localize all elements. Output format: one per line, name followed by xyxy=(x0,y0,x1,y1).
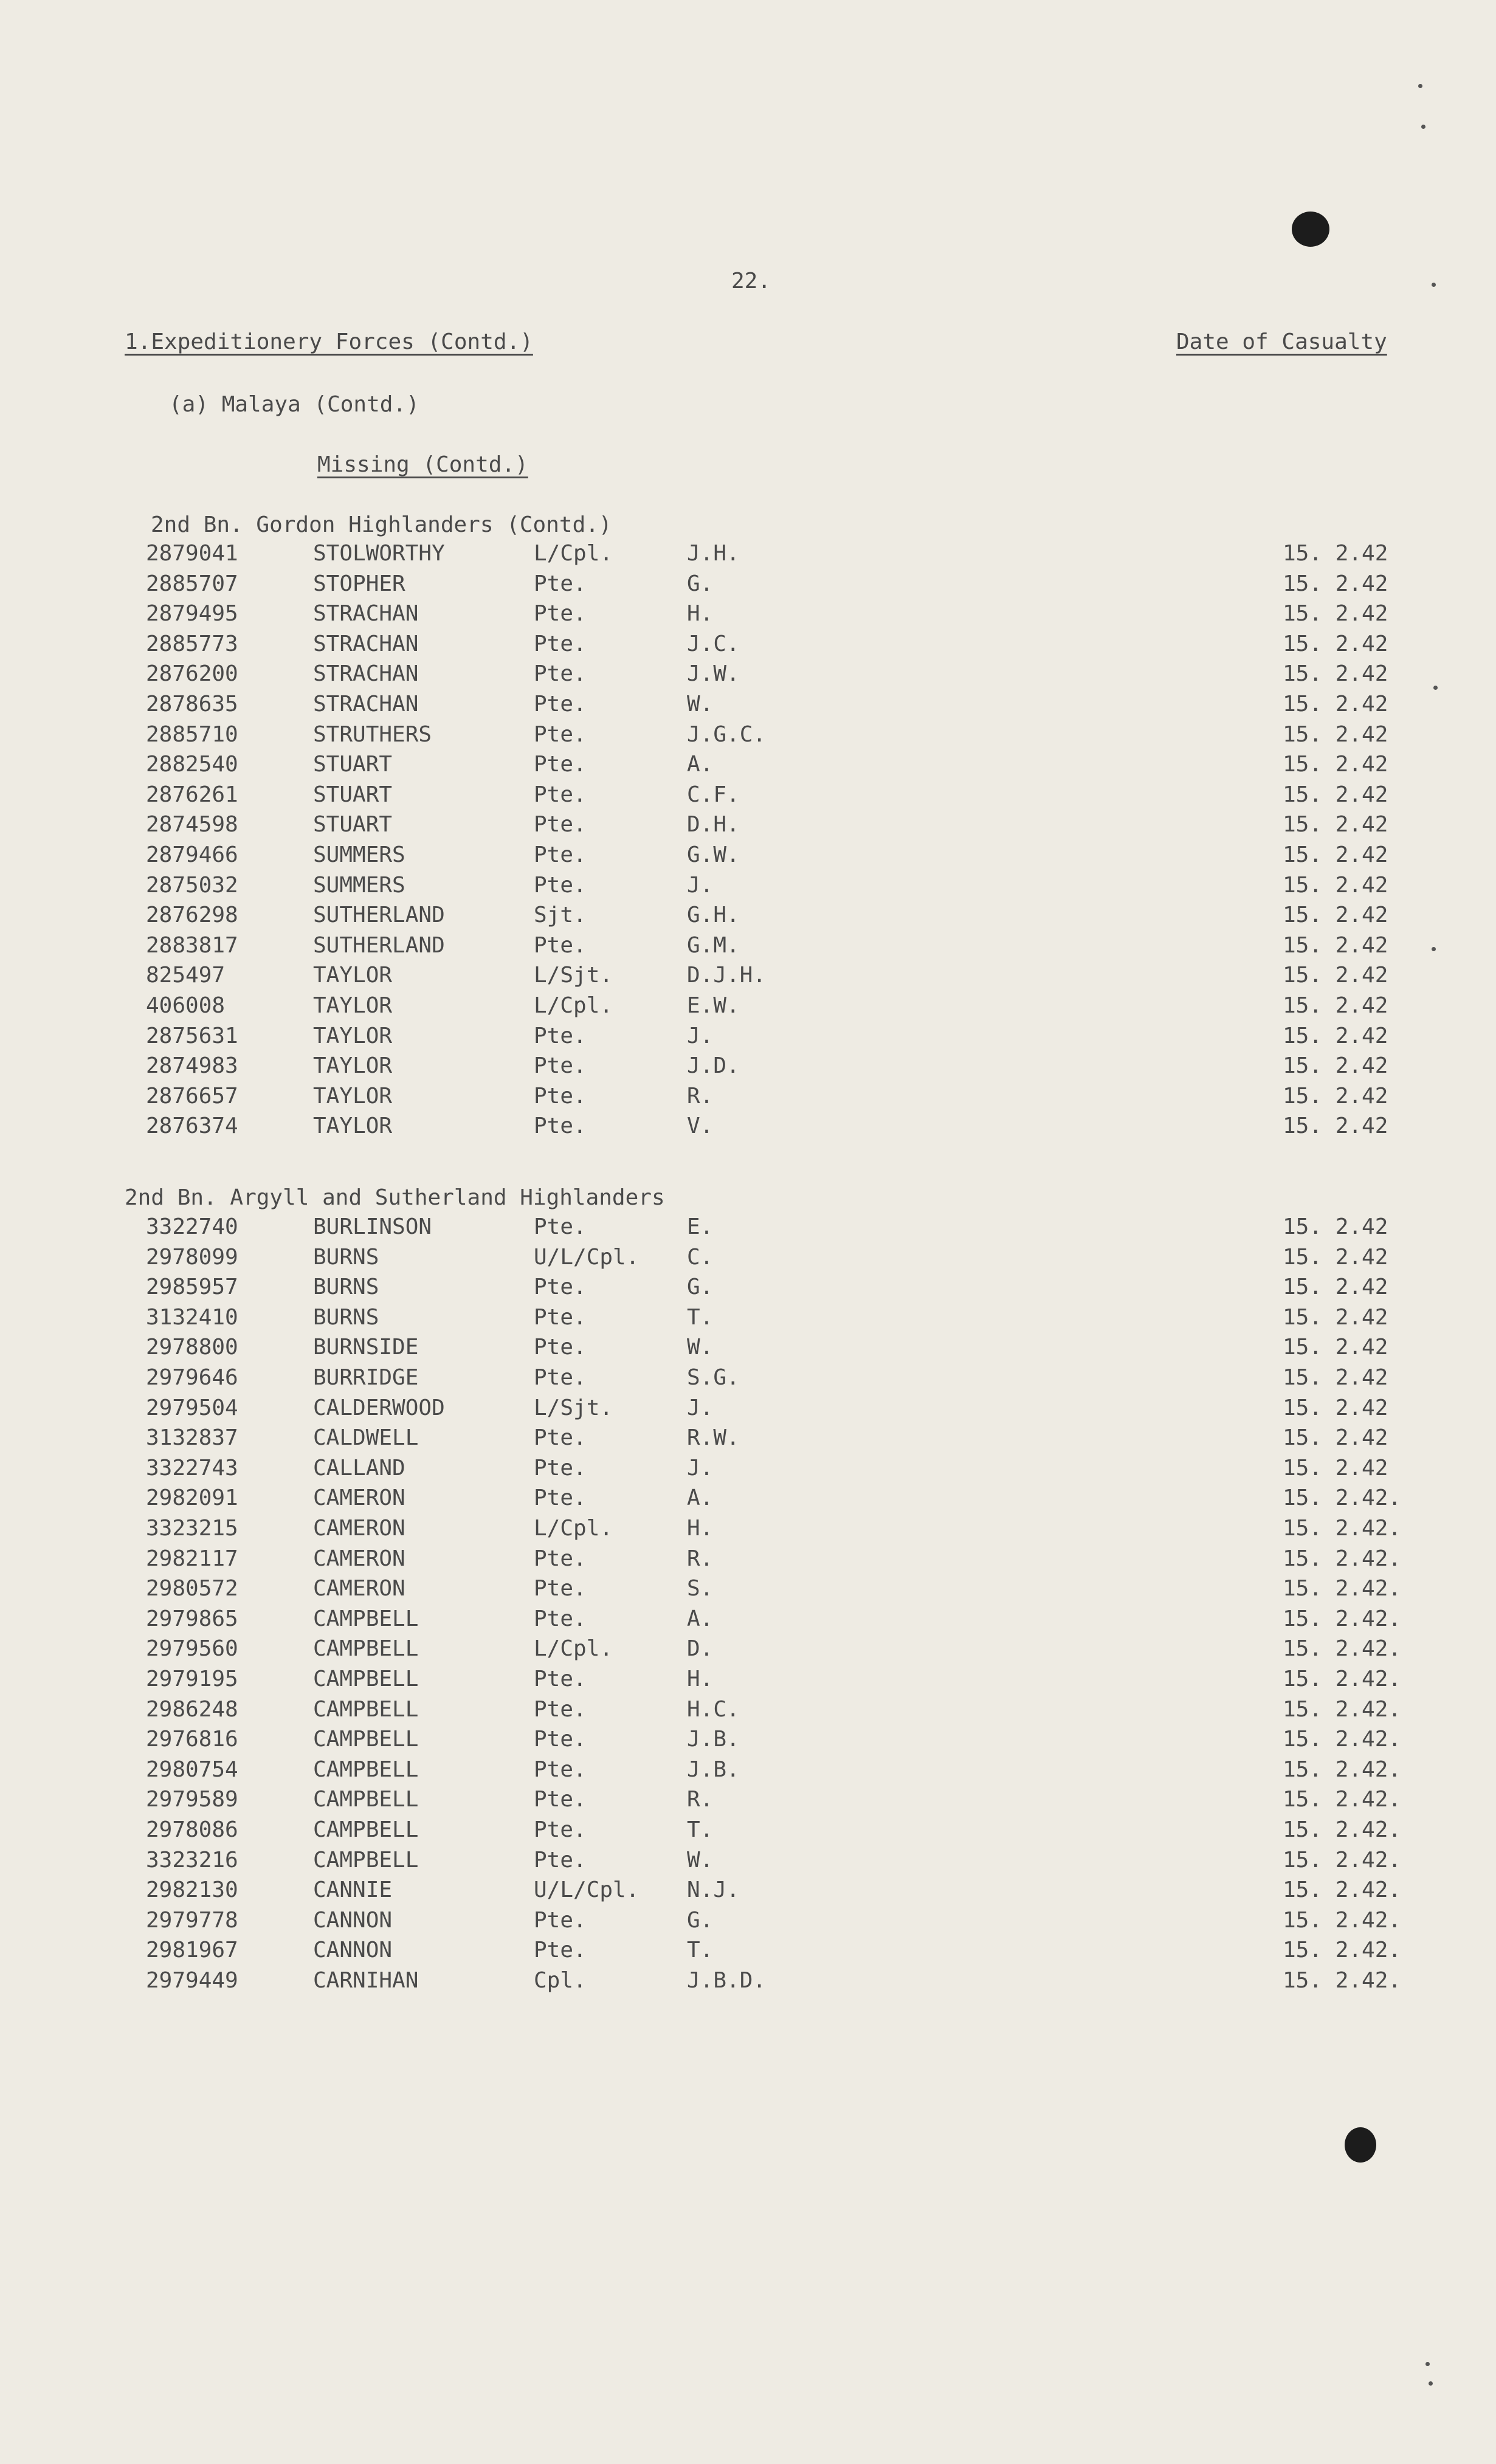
casualty-date: 15. 2.42 xyxy=(1283,932,1388,958)
rank: Pte. xyxy=(534,1938,587,1963)
surname: CAMERON xyxy=(313,1485,405,1511)
initials: H.C. xyxy=(687,1696,740,1722)
service-number: 2979865 xyxy=(146,1606,238,1631)
initials: R. xyxy=(687,1546,714,1571)
casualty-row xyxy=(0,1608,1496,1639)
service-number: 2978099 xyxy=(146,1244,238,1270)
rank: Pte. xyxy=(534,721,587,747)
rank: Pte. xyxy=(534,1304,587,1330)
rank: Pte. xyxy=(534,872,587,898)
initials: G.W. xyxy=(687,842,740,867)
casualty-date: 15. 2.42 xyxy=(1283,1244,1388,1270)
margin-dot xyxy=(1429,2381,1433,2386)
service-number: 2982117 xyxy=(146,1546,238,1571)
casualty-row xyxy=(0,1115,1496,1146)
initials: W. xyxy=(687,692,714,717)
initials: J.W. xyxy=(687,661,740,687)
rank: Pte. xyxy=(534,1275,587,1300)
initials: H. xyxy=(687,1667,714,1691)
casualty-date: 15. 2.42 xyxy=(1283,1214,1388,1239)
casualty-date: 15. 2.42. xyxy=(1283,1938,1402,1963)
rank: L/Cpl. xyxy=(534,1516,613,1541)
casualty-row xyxy=(0,1025,1496,1056)
margin-dot xyxy=(1432,283,1436,287)
casualty-date: 15. 2.42. xyxy=(1283,1516,1402,1541)
page-number: 22. xyxy=(731,269,771,294)
casualty-row xyxy=(0,784,1496,814)
rank: Pte. xyxy=(534,752,587,777)
service-number: 2982091 xyxy=(146,1485,238,1511)
service-number: 2980754 xyxy=(146,1757,238,1782)
rank: Pte. xyxy=(534,1757,587,1782)
casualty-row xyxy=(0,1578,1496,1608)
service-number: 2883817 xyxy=(146,932,238,958)
casualty-row xyxy=(0,1397,1496,1428)
casualty-date: 15. 2.42 xyxy=(1283,1365,1388,1390)
surname: CAMPBELL xyxy=(313,1636,419,1662)
casualty-row xyxy=(0,965,1496,995)
casualty-row xyxy=(0,1819,1496,1850)
service-number: 3132837 xyxy=(146,1425,238,1451)
casualty-date: 15. 2.42 xyxy=(1283,1113,1388,1139)
service-number: 2979504 xyxy=(146,1395,238,1420)
surname: SUMMERS xyxy=(313,872,405,898)
casualty-row xyxy=(0,872,1496,905)
surname: STOLWORTHY xyxy=(313,541,445,566)
casualty-date: 15. 2.42. xyxy=(1283,1485,1402,1511)
rank: U/L/Cpl. xyxy=(534,1877,639,1903)
surname: CANNON xyxy=(313,1907,393,1933)
rank: Pte. xyxy=(534,1053,587,1079)
rank: Pte. xyxy=(534,1546,587,1571)
surname: CANNON xyxy=(313,1938,393,1963)
section-heading: 1.Expeditionery Forces (Contd.) xyxy=(125,329,533,354)
date-column-heading: Date of Casualty xyxy=(1176,329,1387,354)
initials: J. xyxy=(687,1455,714,1481)
initials: V. xyxy=(687,1113,714,1139)
service-number: 3322743 xyxy=(146,1455,238,1481)
initials: S. xyxy=(687,1576,714,1602)
initials: R. xyxy=(687,1787,714,1812)
rank: Pte. xyxy=(534,932,587,958)
rank: Pte. xyxy=(534,1023,587,1048)
casualty-date: 15. 2.42 xyxy=(1283,1425,1388,1451)
service-number: 2882540 xyxy=(146,752,238,777)
casualty-date: 15. 2.42. xyxy=(1283,1696,1402,1722)
initials: R.W. xyxy=(687,1425,740,1451)
service-number: 2876374 xyxy=(146,1113,238,1139)
surname: TAYLOR xyxy=(313,1023,393,1048)
initials: J.C. xyxy=(687,631,740,656)
service-number: 2885773 xyxy=(146,631,238,656)
service-number: 2979560 xyxy=(146,1636,238,1662)
surname: STRACHAN xyxy=(313,631,419,656)
casualty-date: 15. 2.42 xyxy=(1283,1304,1388,1330)
initials: J.B.D. xyxy=(687,1968,767,1993)
casualty-row xyxy=(0,1276,1496,1307)
casualty-date: 15. 2.42 xyxy=(1283,1083,1388,1109)
rank: Pte. xyxy=(534,1667,587,1691)
rank: Pte. xyxy=(534,1817,587,1842)
casualty-row xyxy=(0,1789,1496,1819)
casualty-date: 15. 2.42 xyxy=(1283,1395,1388,1420)
unit-title: 2nd Bn. Gordon Highlanders (Contd.) xyxy=(151,512,612,537)
rank: L/Cpl. xyxy=(534,1636,613,1662)
rank: Pte. xyxy=(534,1113,587,1139)
surname: TAYLOR xyxy=(313,993,393,1018)
casualty-row xyxy=(0,904,1496,935)
initials: R. xyxy=(687,1083,714,1109)
service-number: 2985957 xyxy=(146,1275,238,1300)
rank: L/Cpl. xyxy=(534,541,613,566)
service-number: 2979195 xyxy=(146,1667,238,1691)
casualty-date: 15. 2.42 xyxy=(1283,963,1388,988)
service-number: 2885707 xyxy=(146,571,238,596)
surname: CAMPBELL xyxy=(313,1667,419,1691)
service-number: 2876657 xyxy=(146,1083,238,1109)
service-number: 3322740 xyxy=(146,1214,238,1239)
casualty-row xyxy=(0,573,1496,604)
rank: Pte. xyxy=(534,1907,587,1933)
casualty-date: 15. 2.42 xyxy=(1283,782,1388,807)
service-number: 2874983 xyxy=(146,1053,238,1079)
service-number: 2885710 xyxy=(146,721,238,747)
initials: J.D. xyxy=(687,1053,740,1079)
rank: Pte. xyxy=(534,661,587,687)
service-number: 2875631 xyxy=(146,1023,238,1048)
casualty-date: 15. 2.42. xyxy=(1283,1576,1402,1602)
surname: STOPHER xyxy=(313,571,405,596)
surname: STUART xyxy=(313,782,393,807)
surname: BURNSIDE xyxy=(313,1335,419,1360)
casualty-row xyxy=(0,844,1496,875)
initials: H. xyxy=(687,1516,714,1541)
casualty-date: 15. 2.42 xyxy=(1283,812,1388,838)
casualty-row xyxy=(0,1939,1496,1970)
casualty-date: 15. 2.42. xyxy=(1283,1636,1402,1662)
service-number: 2979778 xyxy=(146,1907,238,1933)
surname: BURNS xyxy=(313,1275,379,1300)
casualty-date: 15. 2.42. xyxy=(1283,1757,1402,1782)
casualty-row xyxy=(0,1696,1496,1729)
casualty-row xyxy=(0,1055,1496,1086)
service-number: 2879495 xyxy=(146,601,238,627)
service-number: 2979646 xyxy=(146,1365,238,1390)
service-number: 2876200 xyxy=(146,661,238,687)
casualty-row xyxy=(0,1970,1496,2000)
service-number: 2982130 xyxy=(146,1877,238,1903)
casualty-row xyxy=(0,1638,1496,1668)
casualty-row xyxy=(0,1367,1496,1397)
service-number: 2978800 xyxy=(146,1335,238,1360)
surname: TAYLOR xyxy=(313,1083,393,1109)
service-number: 2874598 xyxy=(146,812,238,838)
casualty-date: 15. 2.42 xyxy=(1283,661,1388,687)
casualty-row xyxy=(0,995,1496,1025)
casualty-date: 15. 2.42 xyxy=(1283,571,1388,596)
initials: G. xyxy=(687,1275,714,1300)
casualty-date: 15. 2.42 xyxy=(1283,1053,1388,1079)
rank: Pte. xyxy=(534,1214,587,1239)
surname: BURNS xyxy=(313,1304,379,1330)
casualty-date: 15. 2.42. xyxy=(1283,1606,1402,1631)
initials: A. xyxy=(687,1606,714,1631)
rank: Pte. xyxy=(534,1606,587,1631)
casualty-row xyxy=(0,1759,1496,1789)
casualty-row xyxy=(0,1487,1496,1518)
initials: T. xyxy=(687,1304,714,1330)
rank: Pte. xyxy=(534,631,587,656)
initials: H. xyxy=(687,601,714,627)
rank: Pte. xyxy=(534,1083,587,1109)
service-number: 2876261 xyxy=(146,782,238,807)
rank: Pte. xyxy=(534,1727,587,1752)
surname: CAMPBELL xyxy=(313,1787,419,1812)
casualty-row xyxy=(0,1729,1496,1759)
initials: T. xyxy=(687,1938,714,1963)
initials: W. xyxy=(687,1847,714,1873)
rank: Pte. xyxy=(534,571,587,596)
margin-dot xyxy=(1418,84,1422,88)
casualty-date: 15. 2.42. xyxy=(1283,1546,1402,1571)
ink-blot-bottom xyxy=(1345,2127,1376,2163)
service-number: 825497 xyxy=(146,963,226,988)
service-number: 2978086 xyxy=(146,1817,238,1842)
rank: Pte. xyxy=(534,1365,587,1390)
rank: Pte. xyxy=(534,601,587,627)
casualty-row xyxy=(0,814,1496,844)
rank: Cpl. xyxy=(534,1968,587,1993)
service-number: 3323215 xyxy=(146,1516,238,1541)
initials: D.H. xyxy=(687,812,740,838)
casualty-date: 15. 2.42. xyxy=(1283,1817,1402,1842)
rank: Pte. xyxy=(534,1696,587,1722)
casualty-date: 15. 2.42 xyxy=(1283,1455,1388,1481)
rank: Pte. xyxy=(534,692,587,717)
initials: E.W. xyxy=(687,993,740,1018)
surname: CAMERON xyxy=(313,1516,405,1541)
rank: L/Sjt. xyxy=(534,1395,613,1420)
service-number: 2981967 xyxy=(146,1938,238,1963)
casualty-date: 15. 2.42 xyxy=(1283,541,1388,566)
casualty-date: 15. 2.42. xyxy=(1283,1968,1402,1993)
initials: G.H. xyxy=(687,903,740,928)
rank: Pte. xyxy=(534,812,587,838)
surname: CAMPBELL xyxy=(313,1696,419,1722)
casualty-row xyxy=(0,1668,1496,1699)
rank: Pte. xyxy=(534,1847,587,1873)
casualty-date: 15. 2.42 xyxy=(1283,721,1388,747)
casualty-date: 15. 2.42 xyxy=(1283,903,1388,928)
casualty-date: 15. 2.42 xyxy=(1283,872,1388,898)
initials: T. xyxy=(687,1817,714,1842)
service-number: 3132410 xyxy=(146,1304,238,1330)
casualty-date: 15. 2.42 xyxy=(1283,631,1388,656)
service-number: 2979449 xyxy=(146,1968,238,1993)
surname: CANNIE xyxy=(313,1877,393,1903)
casualty-date: 15. 2.42 xyxy=(1283,692,1388,717)
initials: G. xyxy=(687,571,714,596)
casualty-date: 15. 2.42. xyxy=(1283,1847,1402,1873)
status-heading: Missing (Contd.) xyxy=(317,452,528,477)
initials: W. xyxy=(687,1335,714,1360)
casualty-row xyxy=(0,1847,1496,1880)
casualty-row xyxy=(0,1457,1496,1488)
surname: CAMPBELL xyxy=(313,1757,419,1782)
casualty-row xyxy=(0,1244,1496,1277)
surname: STRACHAN xyxy=(313,601,419,627)
casualty-row xyxy=(0,932,1496,965)
casualty-row xyxy=(0,1337,1496,1367)
surname: CAMPBELL xyxy=(313,1727,419,1752)
casualty-date: 15. 2.42 xyxy=(1283,842,1388,867)
surname: STUART xyxy=(313,752,393,777)
surname: BURLINSON xyxy=(313,1214,432,1239)
rank: Pte. xyxy=(534,1425,587,1451)
casualty-row xyxy=(0,693,1496,724)
casualty-row xyxy=(0,603,1496,633)
surname: BURRIDGE xyxy=(313,1365,419,1390)
initials: C.F. xyxy=(687,782,740,807)
initials: D. xyxy=(687,1636,714,1662)
surname: TAYLOR xyxy=(313,963,393,988)
surname: SUMMERS xyxy=(313,842,405,867)
service-number: 2879466 xyxy=(146,842,238,867)
rank: Pte. xyxy=(534,1787,587,1812)
ink-blot-top xyxy=(1292,212,1329,247)
initials: S.G. xyxy=(687,1365,740,1390)
rank: Sjt. xyxy=(534,903,587,928)
casualty-date: 15. 2.42 xyxy=(1283,1275,1388,1300)
unit-title: 2nd Bn. Argyll and Sutherland Highlanders xyxy=(125,1185,665,1210)
margin-dot xyxy=(1425,2362,1430,2366)
surname: CAMERON xyxy=(313,1576,405,1602)
initials: J. xyxy=(687,1023,714,1048)
casualty-date: 15. 2.42. xyxy=(1283,1877,1402,1903)
rank: Pte. xyxy=(534,842,587,867)
surname: CARNIHAN xyxy=(313,1968,419,1993)
initials: A. xyxy=(687,752,714,777)
service-number: 2979589 xyxy=(146,1787,238,1812)
casualty-row xyxy=(0,1427,1496,1457)
casualty-row xyxy=(0,1879,1496,1910)
casualty-date: 15. 2.42. xyxy=(1283,1787,1402,1812)
casualty-date: 15. 2.42 xyxy=(1283,1023,1388,1048)
initials: J.B. xyxy=(687,1727,740,1752)
casualty-date: 15. 2.42. xyxy=(1283,1727,1402,1752)
casualty-row xyxy=(0,1083,1496,1116)
surname: CAMERON xyxy=(313,1546,405,1571)
service-number: 2875032 xyxy=(146,872,238,898)
service-number: 2980572 xyxy=(146,1576,238,1602)
service-number: 2986248 xyxy=(146,1696,238,1722)
service-number: 406008 xyxy=(146,993,226,1018)
surname: SUTHERLAND xyxy=(313,932,445,958)
initials: J. xyxy=(687,872,714,898)
surname: SUTHERLAND xyxy=(313,903,445,928)
rank: U/L/Cpl. xyxy=(534,1244,639,1270)
surname: CALDWELL xyxy=(313,1425,419,1451)
surname: CALLAND xyxy=(313,1455,405,1481)
service-number: 2878635 xyxy=(146,692,238,717)
casualty-date: 15. 2.42 xyxy=(1283,993,1388,1018)
initials: J. xyxy=(687,1395,714,1420)
casualty-row xyxy=(0,1548,1496,1578)
casualty-row xyxy=(0,1304,1496,1337)
surname: TAYLOR xyxy=(313,1053,393,1079)
surname: STRUTHERS xyxy=(313,721,432,747)
casualty-row xyxy=(0,754,1496,784)
initials: D.J.H. xyxy=(687,963,767,988)
casualty-row xyxy=(0,663,1496,693)
initials: G. xyxy=(687,1907,714,1933)
casualty-row xyxy=(0,1907,1496,1940)
casualty-date: 15. 2.42 xyxy=(1283,752,1388,777)
rank: Pte. xyxy=(534,1485,587,1511)
casualty-date: 15. 2.42 xyxy=(1283,1335,1388,1360)
casualty-date: 15. 2.42. xyxy=(1283,1907,1402,1933)
rank: Pte. xyxy=(534,1455,587,1481)
initials: J.B. xyxy=(687,1757,740,1782)
surname: STRACHAN xyxy=(313,661,419,687)
surname: CAMPBELL xyxy=(313,1817,419,1842)
margin-dot xyxy=(1421,125,1425,129)
rank: L/Sjt. xyxy=(534,963,613,988)
initials: C. xyxy=(687,1244,714,1270)
casualty-date: 15. 2.42. xyxy=(1283,1667,1402,1691)
rank: Pte. xyxy=(534,1335,587,1360)
subsection-heading: (a) Malaya (Contd.) xyxy=(169,392,419,417)
surname: STUART xyxy=(313,812,393,838)
casualty-date: 15. 2.42 xyxy=(1283,601,1388,627)
initials: J.G.C. xyxy=(687,721,767,747)
surname: TAYLOR xyxy=(313,1113,393,1139)
rank: L/Cpl. xyxy=(534,993,613,1018)
casualty-row xyxy=(0,1518,1496,1548)
initials: E. xyxy=(687,1214,714,1239)
initials: G.M. xyxy=(687,932,740,958)
rank: Pte. xyxy=(534,782,587,807)
service-number: 2976816 xyxy=(146,1727,238,1752)
casualty-row xyxy=(0,633,1496,664)
casualty-row xyxy=(0,543,1496,573)
surname: CAMPBELL xyxy=(313,1847,419,1873)
initials: J.H. xyxy=(687,541,740,566)
initials: A. xyxy=(687,1485,714,1511)
initials: N.J. xyxy=(687,1877,740,1903)
rank: Pte. xyxy=(534,1576,587,1602)
surname: CALDERWOOD xyxy=(313,1395,445,1420)
casualty-row xyxy=(0,721,1496,754)
service-number: 2879041 xyxy=(146,541,238,566)
casualty-row xyxy=(0,1216,1496,1247)
surname: STRACHAN xyxy=(313,692,419,717)
surname: BURNS xyxy=(313,1244,379,1270)
surname: CAMPBELL xyxy=(313,1606,419,1631)
service-number: 3323216 xyxy=(146,1847,238,1873)
service-number: 2876298 xyxy=(146,903,238,928)
